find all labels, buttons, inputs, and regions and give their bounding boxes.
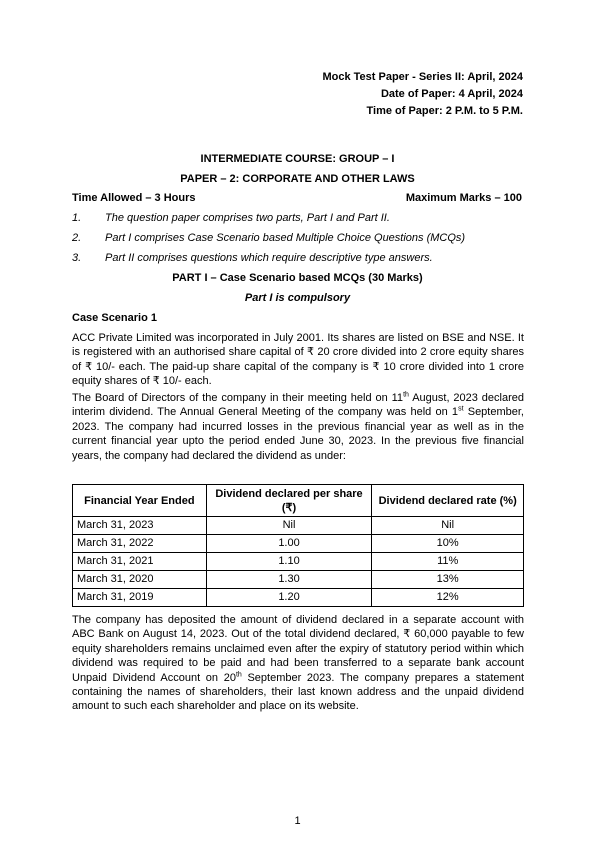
paper-header <box>322 69 523 120</box>
time-allowed: Time Allowed – 3 Hours <box>72 192 196 204</box>
table-cell: 1.20 <box>206 589 372 607</box>
table-cell: March 31, 2019 <box>73 589 207 607</box>
case-paragraph-1: ACC Private Limited was incorporated in July 2001. Its shares are listed on BSE and NSE. It is registered with an authorised share capital of ₹ 20 crore divided into 2 crore equity shares of ₹ 10/- each. The paid-up share capital of the company is ₹ 10 crore divided into 1 crore equity shares of ₹ 10/- each. <box>72 332 524 388</box>
time-of-paper: Time of Paper: 2 P.M. to 5 P.M. <box>366 105 523 117</box>
time-marks-row <box>72 192 522 204</box>
case-heading: Case Scenario 1 <box>72 312 157 324</box>
case-paragraph-2: The Board of Directors of the company in their meeting held on 11th August, 2023 declared interim dividend. The Annual General Meeting of the company was held on 1st September, 2023. The company had incurred losses in the previous financial year as well as in the current financial year upto the period ended June 30, 2023. In the previous five financial years, the company had declared the dividend as under: <box>72 391 524 462</box>
table-cell: March 31, 2022 <box>73 535 207 553</box>
table-row <box>73 553 524 571</box>
part-title: PART I – Case Scenario based MCQs (30 Marks) <box>172 272 423 284</box>
instruction-item <box>72 252 532 264</box>
dividend-table <box>72 484 524 607</box>
paper-title: PAPER – 2: CORPORATE AND OTHER LAWS <box>180 173 415 185</box>
table-cell: 1.00 <box>206 535 372 553</box>
page-number: 1 <box>294 815 301 827</box>
date-of-paper: Date of Paper: 4 April, 2024 <box>380 88 523 100</box>
table-row <box>73 517 524 535</box>
table-row <box>73 571 524 589</box>
table-cell: Nil <box>372 517 524 535</box>
table-cell: 12% <box>372 589 524 607</box>
instruction-text: Part I comprises Case Scenario based Multiple Choice Questions (MCQs) <box>105 232 466 244</box>
table-cell: Nil <box>206 517 372 535</box>
instruction-number: 3. <box>72 252 82 264</box>
mock-test-series: Mock Test Paper - Series II: April, 2024 <box>322 71 523 83</box>
table-cell: March 31, 2023 <box>73 517 207 535</box>
instruction-item <box>72 212 532 224</box>
table-cell: 11% <box>372 553 524 571</box>
case-paragraph-3: The company has deposited the amount of dividend declared in a separate account with ABC Bank on August 14, 2023. Out of the total dividend declared, ₹ 60,000 payable to few equity shareholders remains unclaimed even after the expiry of statutory period within which dividend was required to be paid and had been transferred to a separate bank account Unpaid Dividend Account on 20th September 2023. The company prepares a statement containing the names of shareholders, their last known address and the unpaid dividend amount to such each shareholder and place on its website. <box>72 614 524 713</box>
column-header: Dividend declared per share (₹) <box>206 485 372 517</box>
instruction-number: 1. <box>72 212 82 224</box>
instruction-number: 2. <box>72 232 82 244</box>
table-row <box>73 535 524 553</box>
maximum-marks: Maximum Marks – 100 <box>405 192 522 204</box>
part-subtitle: Part I is compulsory <box>244 292 351 304</box>
table-cell: March 31, 2021 <box>73 553 207 571</box>
instruction-text: Part II comprises questions which require descriptive type answers. <box>105 252 433 264</box>
table-cell: 10% <box>372 535 524 553</box>
course-title: INTERMEDIATE COURSE: GROUP – I <box>200 153 395 165</box>
table-row <box>73 589 524 607</box>
table-cell: 1.10 <box>206 553 372 571</box>
table-header-row <box>73 485 524 517</box>
column-header: Financial Year Ended <box>73 485 207 517</box>
instruction-text: The question paper comprises two parts, Part I and Part II. <box>105 212 390 224</box>
table-cell: March 31, 2020 <box>73 571 207 589</box>
column-header: Dividend declared rate (%) <box>372 485 524 517</box>
table-cell: 1.30 <box>206 571 372 589</box>
table-cell: 13% <box>372 571 524 589</box>
instruction-item <box>72 232 532 244</box>
